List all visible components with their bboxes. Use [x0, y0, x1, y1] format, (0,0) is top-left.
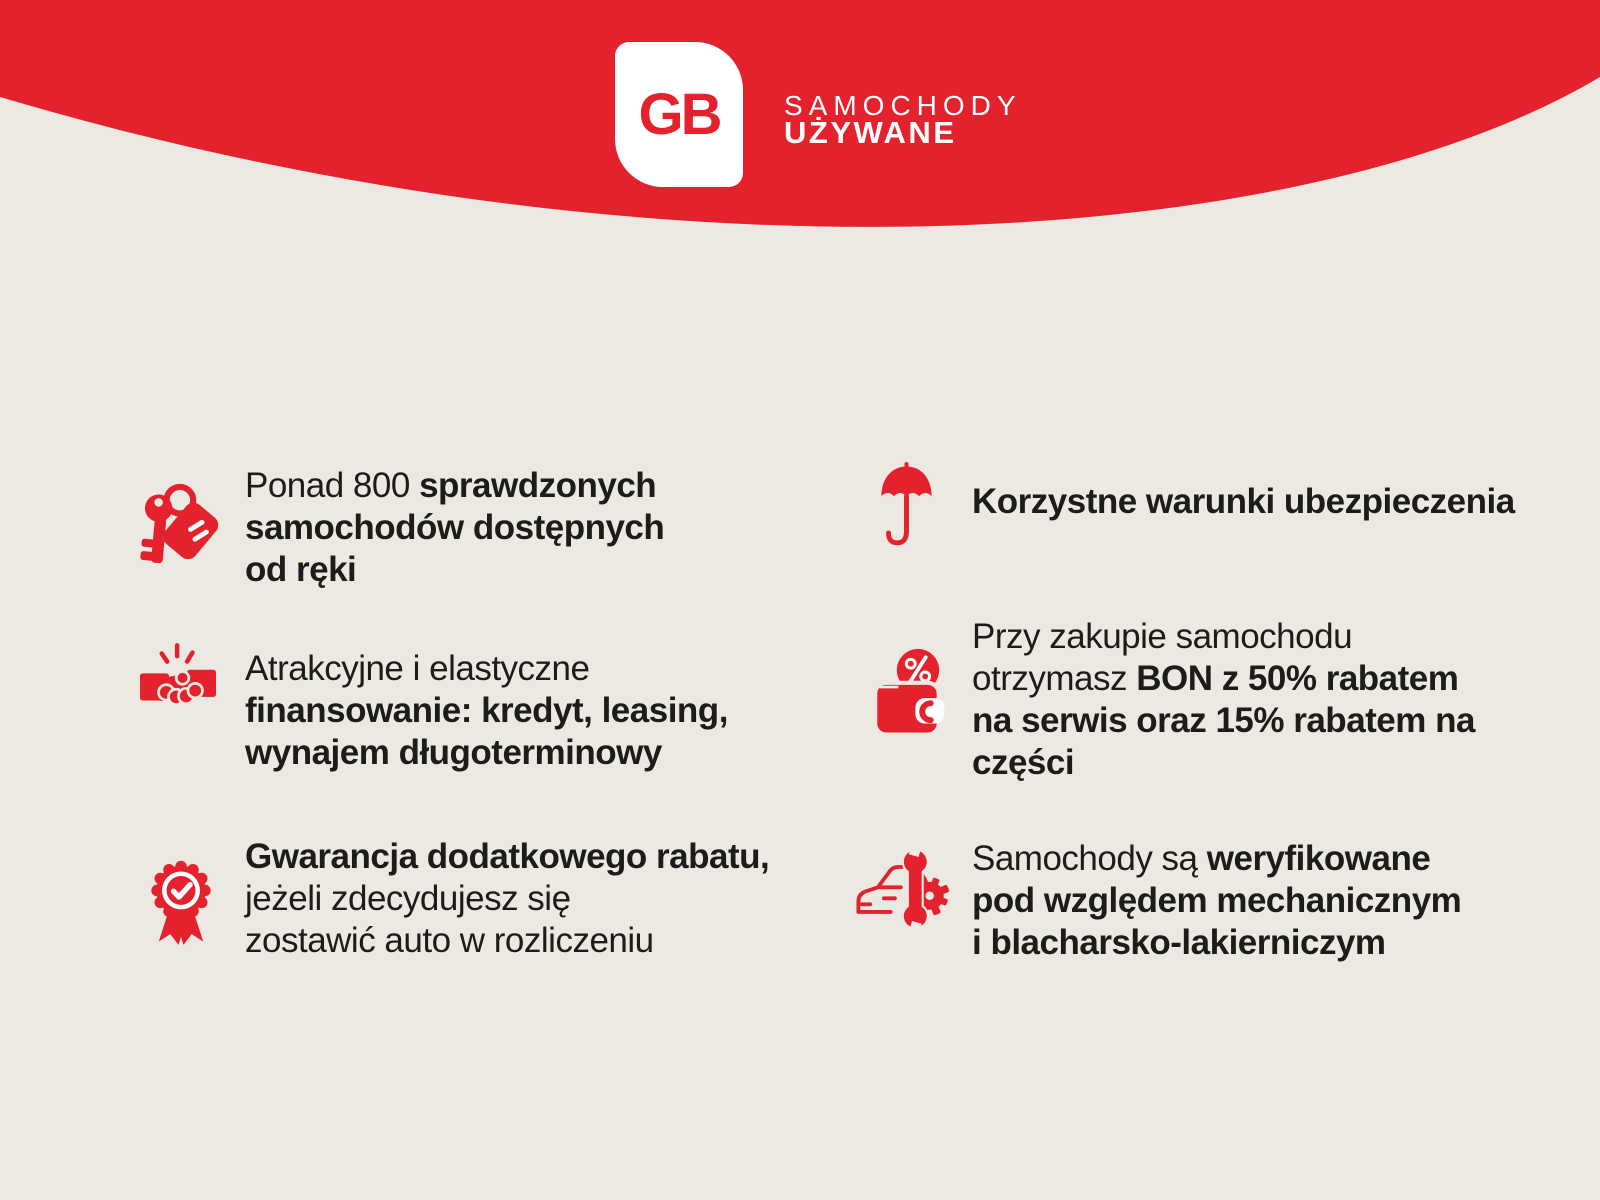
feature-text-line [245, 465, 664, 507]
feature-text-line [245, 549, 664, 591]
feature-text-segment: Atrakcyjne i elastyczne [245, 649, 590, 688]
feature-text-segment: jeżeli zdecydujesz się [245, 879, 571, 918]
key-tag-icon [140, 479, 218, 571]
feature-text-segment: zostawić auto w rozliczeniu [245, 921, 654, 960]
feature-text-line [972, 922, 1461, 964]
feature-text-segment: i blacharsko-lakierniczym [972, 923, 1386, 962]
feature-text [245, 465, 664, 591]
feature-text-line [245, 648, 728, 690]
header-curve [0, 0, 1600, 300]
feature-text-segment: Gwarancja dodatkowego rabatu, [245, 837, 770, 876]
wallet-percent-icon [873, 644, 946, 742]
feature-text-line [245, 920, 769, 962]
feature-text-line [972, 838, 1461, 880]
umbrella-icon [875, 462, 938, 550]
feature-text-segment: od ręki [245, 550, 357, 589]
feature-text [972, 616, 1475, 784]
feature-text [245, 648, 728, 774]
feature-text-segment: finansowanie: kredyt, leasing, [245, 691, 728, 730]
feature-text-segment: Korzystne warunki ubezpieczenia [972, 482, 1515, 521]
feature-text-segment: otrzymasz [972, 659, 1137, 698]
feature-text-line [245, 690, 728, 732]
feature-text-segment: Samochody są [972, 839, 1207, 878]
feature-text-line [245, 732, 728, 774]
feature-text-segment: Ponad 800 [245, 466, 420, 505]
feature-text-line [972, 880, 1461, 922]
brand-logo [615, 42, 743, 187]
feature-text-segment: na serwis oraz 15% rabatem na [972, 701, 1475, 740]
feature-text-segment: BON z 50% rabatem [1136, 659, 1459, 698]
feature-text-segment: sprawdzonych [419, 466, 657, 505]
feature-text-segment: wynajem długoterminowy [245, 733, 662, 772]
feature-text-line [972, 658, 1475, 700]
feature-text-line [972, 616, 1475, 658]
feature-text [245, 836, 769, 962]
feature-text-segment: samochodów dostępnych [245, 508, 665, 547]
feature-text-line [245, 507, 664, 549]
feature-text-line [972, 481, 1515, 523]
feature-text [972, 481, 1515, 523]
feature-text-line [245, 878, 769, 920]
brand-title-line2: UŻYWANE [784, 115, 957, 150]
feature-text [972, 838, 1461, 964]
feature-text-segment: części [972, 743, 1075, 782]
feature-text-line [972, 700, 1475, 742]
feature-text-segment: weryfikowane [1206, 839, 1431, 878]
handshake-icon [140, 640, 216, 714]
brand-logo-text: GB [638, 81, 720, 147]
feature-text-line [245, 836, 769, 878]
brand-title-line1: SAMOCHODY [784, 90, 1022, 121]
feature-text-line [972, 742, 1475, 784]
award-badge-icon [148, 854, 214, 950]
car-service-icon [855, 846, 945, 932]
feature-text-segment: pod względem mechanicznym [972, 881, 1462, 920]
feature-text-segment: Przy zakupie samochodu [972, 617, 1353, 656]
